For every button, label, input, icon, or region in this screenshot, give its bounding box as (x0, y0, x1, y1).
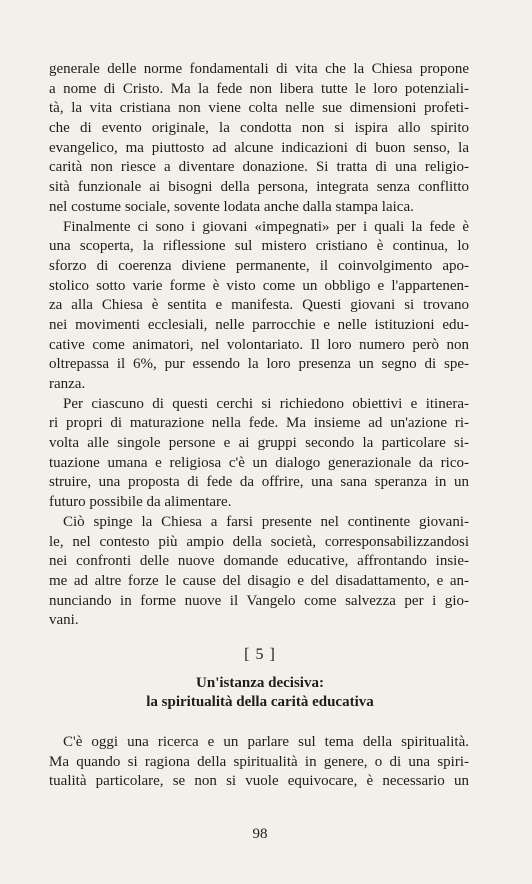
section-title (0, 674, 520, 712)
text-line: sità funzionale ai bisogni della persona, integrata senza conflitto (49, 179, 469, 196)
paragraph (49, 513, 469, 631)
text-line: vani. (49, 612, 79, 629)
text-line: che di evento originale, la condotta non si ispira allo spirito (49, 120, 469, 137)
text-line: struire, una proposta di fede da offrire, una sana speranza in un (49, 474, 469, 491)
section-title-line-1: Un'istanza decisiva: (196, 675, 324, 691)
text-line: Ciò spinge la Chiesa a farsi presente nel continente giovani- (63, 513, 469, 530)
text-line: stolico sotto varie forme è visto come un obbligo e l'appartenen- (49, 277, 469, 294)
text-line: cative come animatori, nel volontariato. Il loro numero però non (49, 336, 469, 353)
text-line: ranza. (49, 376, 86, 392)
text-line: evangelico, ma piuttosto ad alcune indicazioni di buon senso, la (49, 139, 469, 156)
text-line: nei confronti delle nuove domande educative, affrontando insie- (49, 553, 469, 570)
text-line: tualità particolare, se non si vuole equivocare, è necessario un (49, 773, 469, 790)
text-line: C'è oggi una ricerca e un parlare sul tema della spiritualità. (63, 734, 469, 750)
text-line: ri propri di maturazione nella fede. Ma insieme ad un'azione ri- (49, 415, 469, 432)
text-line: nunciando in forme nuove il Vangelo come salvezza per i gio- (49, 592, 469, 609)
section-title-line-2: la spiritualità della carità educativa (146, 694, 374, 710)
page-number: 98 (252, 826, 268, 842)
text-line: me ad altre forze le cause del disagio e del disadattamento, e an- (49, 572, 469, 589)
text-line: sforzo di coerenza diviene permanente, il coinvolgimento apo- (49, 257, 469, 274)
body-text (49, 60, 469, 631)
text-line: carità non riesce a diventare donazione. Si tratta di una religio- (49, 159, 469, 176)
text-line: nel costume sociale, sovente lodata anche dalla stampa laica. (49, 198, 414, 215)
text-line: Finalmente ci sono i giovani «impegnati» per i quali la fede è (63, 218, 469, 235)
paragraph (49, 395, 469, 513)
text-line: volta alle singole persone e ai gruppi secondo la particolare si- (49, 435, 469, 452)
paragraph (49, 218, 469, 395)
text-line: tuazione umana e religiosa c'è un dialogo generazionale da rico- (49, 454, 469, 471)
text-line: oltrepassa il 6%, pur essendo la loro presenza un segno di spe- (49, 356, 469, 373)
paragraph (49, 733, 469, 792)
text-line: Per ciascuno di questi cerchi si richiedono obiettivi e itinera- (63, 395, 469, 412)
text-line: Ma quando si ragiona della spiritualità in genere, o di una spiri- (49, 753, 469, 770)
text-line: tà, la vita cristiana non viene colta nelle sue dimensioni profeti- (49, 100, 469, 117)
section-number: [ 5 ] (244, 646, 276, 663)
text-line: nei movimenti ecclesiali, nelle parrocchie e nelle istituzioni edu- (49, 316, 469, 333)
paragraph (49, 60, 469, 218)
section-body-text (49, 733, 469, 792)
text-line: a nome di Cristo. Ma la fede non libera tutte le loro potenziali- (49, 80, 469, 97)
text-line: le, nel contesto più ampio della società, corresponsabilizzandosi (49, 533, 469, 550)
text-line: una scoperta, la riflessione sul mistero cristiano è continua, lo (49, 238, 469, 255)
text-line: futuro possibile da alimentare. (49, 494, 232, 511)
text-line: generale delle norme fondamentali di vita che la Chiesa propone (49, 61, 469, 77)
text-line: za alla Chiesa è sentita e manifesta. Questi giovani si trovano (49, 297, 469, 314)
